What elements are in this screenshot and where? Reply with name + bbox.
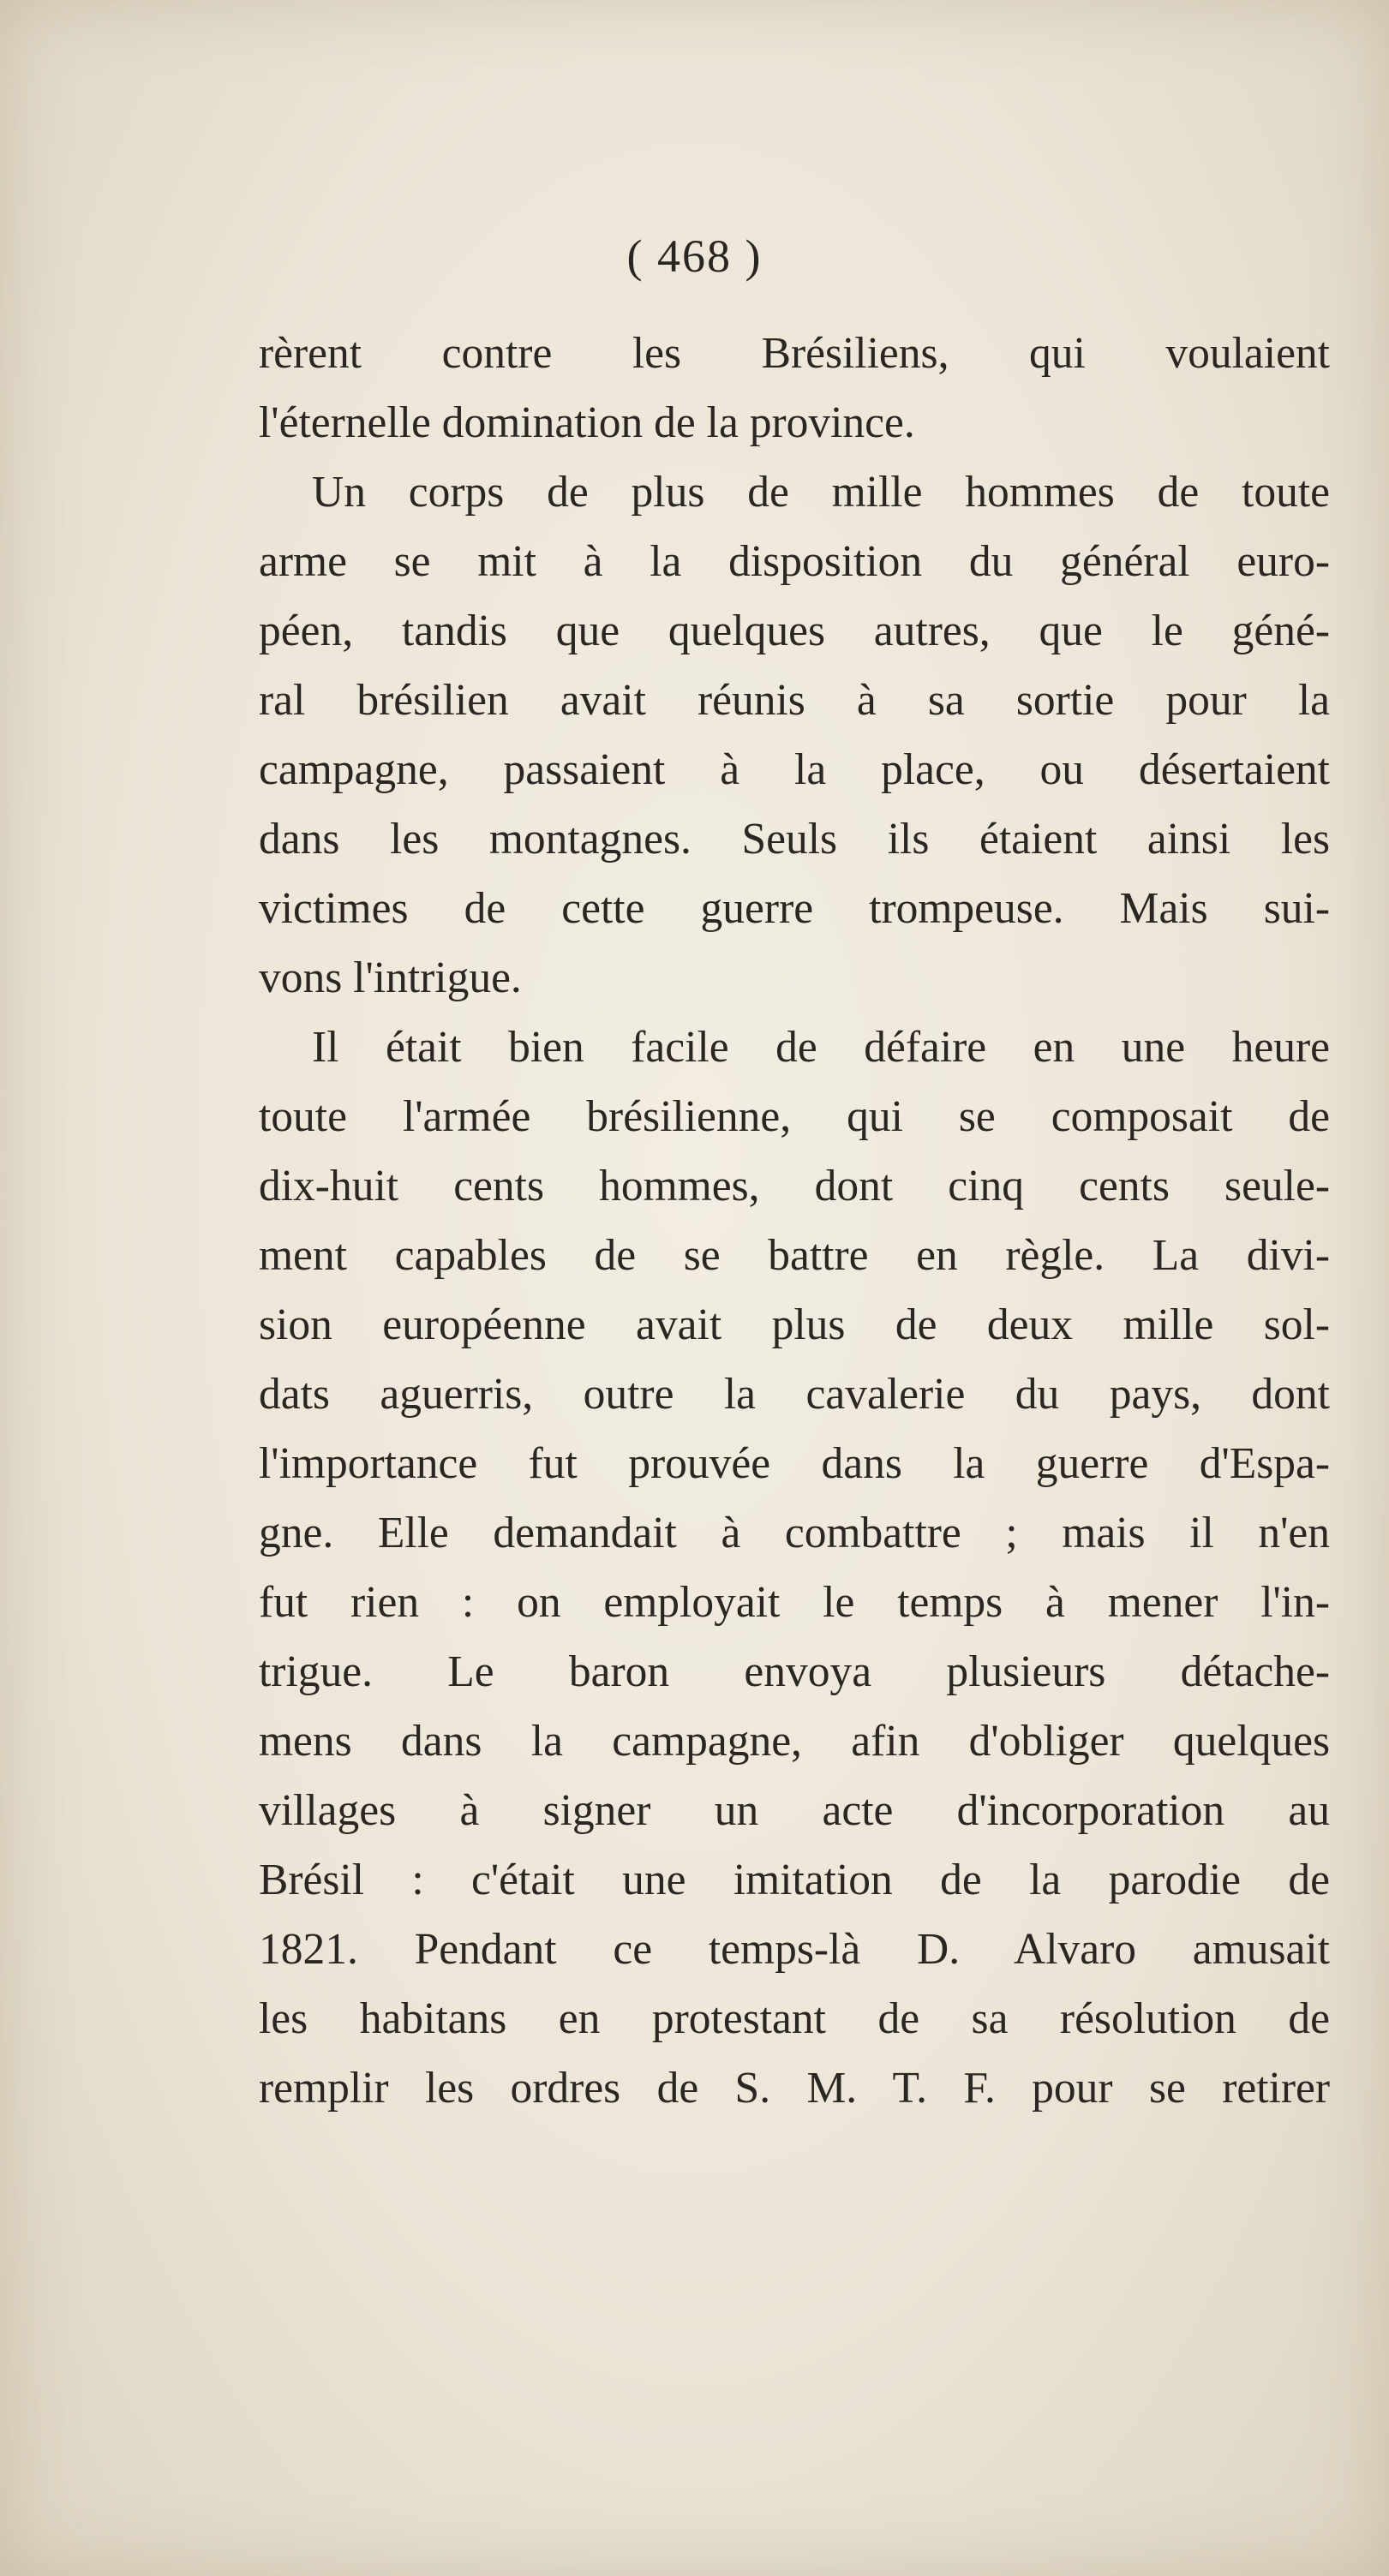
text-line: toute l'armée brésilienne, qui se composait de <box>259 1092 1330 1141</box>
text-line: ral brésilien avait réunis à sa sortie pour la <box>259 676 1330 725</box>
text-line: dats aguerris, outre la cavalerie du pays, dont <box>259 1370 1330 1419</box>
text-line: rèrent contre les Brésiliens, qui voulaient <box>259 329 1330 378</box>
text-line: 1821. Pendant ce temps-là D. Alvaro amusait <box>259 1925 1330 1974</box>
text-line: sion européenne avait plus de deux mille sol- <box>259 1300 1330 1349</box>
text-line: péen, tandis que quelques autres, que le géné- <box>259 607 1330 655</box>
body-text <box>259 319 1330 2123</box>
text-line: vons l'intrigue. <box>259 953 522 1002</box>
text-line: arme se mit à la disposition du général euro- <box>259 537 1330 586</box>
text-line: les habitans en protestant de sa résolution de <box>259 1994 1330 2043</box>
text-line: dix-huit cents hommes, dont cinq cents seule- <box>259 1162 1330 1210</box>
text-line: Brésil : c'était une imitation de la parodie de <box>259 1856 1330 1904</box>
text-line: fut rien : on employait le temps à mener l'in- <box>259 1578 1330 1627</box>
text-line: dans les montagnes. Seuls ils étaient ainsi les <box>259 815 1330 864</box>
text-line: Un corps de plus de mille hommes de toute <box>312 468 1330 517</box>
text-line: Il était bien facile de défaire en une heure <box>312 1023 1330 1072</box>
page-number: ( 468 ) <box>626 230 763 282</box>
text-line: campagne, passaient à la place, ou désertaient <box>259 745 1330 794</box>
text-line: remplir les ordres de S. M. T. F. pour se retirer <box>259 2064 1330 2113</box>
text-line: victimes de cette guerre trompeuse. Mais sui- <box>259 884 1330 933</box>
text-line: villages à signer un acte d'incorporation au <box>259 1786 1330 1835</box>
text-line: ment capables de se battre en règle. La divi- <box>259 1231 1330 1280</box>
text-line: mens dans la campagne, afin d'obliger quelques <box>259 1717 1330 1766</box>
text-line: trigue. Le baron envoya plusieurs détache- <box>259 1647 1330 1696</box>
text-line: gne. Elle demandait à combattre ; mais il n'en <box>259 1509 1330 1557</box>
text-line: l'éternelle domination de la province. <box>259 398 915 447</box>
text-line: l'importance fut prouvée dans la guerre d'Espa- <box>259 1439 1330 1488</box>
